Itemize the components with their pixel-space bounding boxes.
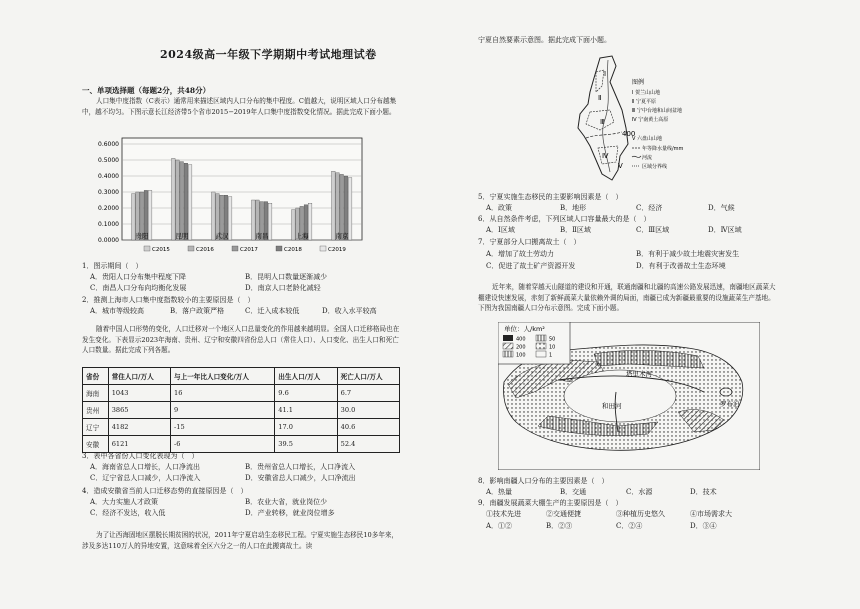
legend-item: Ⅳ 宁南黄土高原 [632, 117, 669, 123]
table-header: 死亡人口/万人 [337, 368, 399, 385]
question-9-item-4: ④市场需求大 [690, 510, 732, 518]
legend-swatch-50 [536, 335, 546, 341]
y-tick-label: 0.3000 [98, 189, 119, 196]
question-9-option-d[interactable]: D．③④ [690, 522, 717, 530]
river-label-hotan: 和田河 [602, 402, 622, 410]
table-cell: 3865 [108, 402, 170, 419]
table-cell: -6 [171, 436, 275, 453]
question-9-item-1: ①技术先进 [486, 510, 521, 518]
legend-swatch [232, 246, 238, 251]
question-1-option-b[interactable]: B．昆明人口数量逐渐减少 [245, 273, 328, 281]
question-9-item-2: ②交通便捷 [546, 510, 581, 518]
question-2-stem: 2．推测上海市人口集中度指数较小的主要原因是（ ） [82, 296, 255, 304]
table-cell: 6.7 [337, 385, 399, 402]
region-label-iv: Ⅳ [602, 152, 609, 160]
legend-swatch-400 [503, 335, 513, 341]
y-tick-label: 0.2000 [98, 205, 119, 212]
question-8-option-c[interactable]: C．水源 [626, 488, 653, 496]
question-3-option-b[interactable]: B．贵州省总人口增长，人口净流入 [245, 463, 356, 471]
question-2-option-d[interactable]: D．收入水平较高 [322, 307, 377, 315]
intro-paragraph-1: 人口集中度指数（C表示）通常用来描述区域内人口分布的集中程度。C值越大，说明区域人口分布越集中，越不均匀。下图示意长江经济带5个省市2015−2019年人口集中度指数变化情况。据此完成下面小题。 [82, 97, 397, 116]
legend-label: C2016 [196, 247, 214, 253]
x-category-label: 南京 [335, 232, 349, 240]
table-cell: 30.0 [337, 402, 399, 419]
intro-paragraph-2: 随着中国人口形势的变化，人口迁移对一个地区人口总量变化的作用越来越明显。全国人口迁移格局也在发生变化。下表显示2023年海南、贵州、辽宁和安徽四省份总人口（常住人口）、人口变化、出生人口和死亡人口数量。据此完成下列各题。 [82, 325, 400, 354]
table-header: 常住人口/万人 [108, 368, 170, 385]
question-3-option-a[interactable]: A．海南省总人口增长，人口净流出 [90, 463, 201, 471]
table-cell: 海南 [83, 385, 109, 402]
question-3-option-c[interactable]: C．辽宁省总人口减少，人口净流入 [90, 474, 201, 482]
question-3-stem: 3．表中各省份人口变化表现为（ ） [82, 452, 199, 460]
river-label-tarim: 塔里木河 [626, 370, 652, 378]
bar-武汉-C2019 [228, 197, 232, 240]
legend-swatch [320, 246, 326, 251]
bar-南昌-C2019 [268, 203, 272, 240]
table-header: 出生人口/万人 [275, 368, 337, 385]
question-5-option-c[interactable]: C．经济 [636, 204, 663, 212]
legend-item: 年等降水量线/mm [642, 146, 684, 152]
question-2-option-c[interactable]: C．迁入成本较低 [245, 307, 300, 315]
bar-昆明-C2019 [188, 165, 192, 240]
x-category-label: 武汉 [215, 232, 229, 240]
legend-swatch-200 [503, 343, 513, 349]
intro-paragraph-3: 为了让西海固地区摆脱长期贫困的状况，2011年宁夏启动生态移民工程。宁夏实施生态移民10多年来，涉及多达110万人的异地安置，这意味着全区六分之一的人口在此搬离故土。读 [82, 531, 399, 550]
x-category-label: 南昌 [255, 232, 269, 240]
table-cell: 52.4 [337, 436, 399, 453]
x-category-label: 上海 [295, 232, 309, 240]
bar-昆明-C2018 [184, 163, 188, 240]
question-5-option-b[interactable]: B．地形 [560, 204, 587, 212]
legend-value: 1 [549, 352, 553, 359]
legend-label: C2015 [152, 247, 170, 253]
legend-label: C2017 [240, 247, 258, 253]
legend-swatch-10 [536, 343, 546, 349]
intro-paragraph-4: 近年来，随着穿越天山隧道的建设和开通，联通南疆和北疆的高速公路发展迅速，南疆地区蔬菜大棚建设快速发展，赤刻了新鲜蔬菜大量依赖外调的局面，南疆已成为新疆最重要的设施蔬菜生产基地。下图为我国南疆人口分布示意图。完成下面小题。 [478, 283, 776, 312]
question-4-option-d[interactable]: D．产业转移，就业岗位增多 [245, 509, 335, 517]
table-cell: 17.0 [275, 419, 337, 436]
question-6-stem: 6．从自然条件考虑，下列区域人口容量最大的是（ ） [478, 215, 651, 223]
legend-item: 区域分界线 [642, 164, 668, 170]
bar-南京-C2017 [340, 174, 344, 240]
question-9-option-a[interactable]: A．①② [486, 522, 513, 530]
question-2-option-a[interactable]: A．城市等级较高 [90, 307, 145, 315]
legend-item: 河流 [642, 155, 653, 161]
y-tick-label: 0.5000 [98, 157, 119, 164]
south-xinjiang-population-map [498, 322, 760, 470]
table-cell: 辽宁 [83, 419, 109, 436]
legend-title: 图例 [632, 79, 645, 86]
bar-昆明-C2015 [172, 158, 176, 240]
question-1-option-d[interactable]: D．南京人口老龄化减轻 [245, 284, 321, 292]
map2-unit: 单位：人/km² [504, 325, 545, 333]
table-cell: 安徽 [83, 436, 109, 453]
question-6-option-d[interactable]: D．Ⅳ区域 [708, 226, 742, 234]
bar-南京-C2015 [332, 171, 336, 240]
question-1-option-a[interactable]: A．贵阳人口分布集中程度下降 [90, 273, 187, 281]
region-label-ii: Ⅱ [598, 94, 602, 102]
bar-南京-C2018 [344, 176, 348, 240]
question-9-stem: 9．南疆发展蔬菜大棚生产的主要原因是（ ） [478, 499, 623, 507]
legend-label: C2019 [328, 247, 346, 253]
legend-value: 100 [516, 352, 526, 359]
table-header-row [83, 368, 400, 385]
y-tick-label: 0.6000 [98, 141, 119, 148]
legend-swatch [144, 246, 150, 251]
question-1-stem: 1．图示期间（ ） [82, 262, 143, 270]
population-concentration-chart [82, 134, 372, 260]
table-cell: 16 [171, 385, 275, 402]
table-cell: -15 [171, 419, 275, 436]
legend-item: Ⅲ 宁中台地和山间盆地 [632, 108, 683, 114]
table-cell: 6121 [108, 436, 170, 453]
table-cell: 9 [171, 402, 275, 419]
question-7-option-a[interactable]: A．增加了故土劳动力 [486, 250, 555, 258]
legend-item: Ⅴ 六盘山山地 [632, 136, 663, 142]
question-8-option-b[interactable]: B．交通 [560, 488, 587, 496]
question-4-option-c[interactable]: C．经济不发达，收入低 [90, 509, 166, 517]
question-9-option-c[interactable]: C．②④ [616, 522, 643, 530]
chart-frame [122, 138, 362, 240]
x-category-label: 贵阳 [135, 232, 149, 240]
table-header: 省份 [83, 368, 109, 385]
legend-swatch [188, 246, 194, 251]
region-label-i: Ⅰ [604, 70, 607, 78]
y-tick-label: 0.1000 [98, 221, 119, 228]
legend-label: C2018 [284, 247, 302, 253]
region-label-iii: Ⅲ [600, 118, 605, 126]
bar-上海-C2019 [308, 203, 312, 240]
table-cell: 40.6 [337, 419, 399, 436]
population-table [82, 367, 400, 453]
table-cell: 39.5 [275, 436, 337, 453]
question-2-option-b[interactable]: B．落户政策严格 [170, 307, 225, 315]
table-row [83, 402, 400, 419]
table-cell: 4182 [108, 419, 170, 436]
map1-caption: 宁夏自然要素示意图。据此完成下面小题。 [478, 36, 611, 44]
legend-swatch-1 [536, 351, 546, 357]
legend-item: Ⅱ 宁夏平原 [632, 99, 657, 105]
y-tick-label: 0.4000 [98, 173, 119, 180]
question-3-option-d[interactable]: D．安徽省总人口减少，人口净流出 [245, 474, 356, 482]
y-tick-label: 0.0000 [98, 237, 119, 244]
table-header: 与上一年比人口变化/万人 [171, 368, 275, 385]
table-row [83, 385, 400, 402]
question-6-option-b[interactable]: B．Ⅱ区域 [560, 226, 591, 234]
bar-昆明-C2016 [176, 160, 180, 240]
question-5-stem: 5．宁夏实施生态移民的主要影响因素是（ ） [478, 193, 623, 201]
question-8-option-a[interactable]: A．热量 [486, 488, 513, 496]
question-4-option-a[interactable]: A．大力实施人才政策 [90, 498, 159, 506]
table-cell: 1043 [108, 385, 170, 402]
lake-label-lop-nur: 罗布泊 [720, 400, 740, 408]
bar-南京-C2019 [348, 178, 352, 240]
bar-南京-C2016 [336, 173, 340, 240]
legend-swatch-100 [503, 351, 513, 357]
question-4-option-b[interactable]: B．农业大省，就业岗位少 [245, 498, 328, 506]
ningxia-map [560, 52, 720, 186]
table-row [83, 419, 400, 436]
isoline-label: 400 [622, 130, 636, 138]
table-cell: 9.6 [275, 385, 337, 402]
region-label-v: Ⅴ [618, 162, 623, 170]
legend-swatch [276, 246, 282, 251]
section-heading: 一、单项选择题（每题2分，共48分） [82, 86, 211, 95]
question-5-option-d[interactable]: D．气候 [708, 204, 735, 212]
legend-value: 50 [549, 336, 556, 343]
question-7-option-c[interactable]: C．促进了故土矿产资源开发 [486, 262, 576, 270]
question-8-stem: 8．影响南疆人口分布的主要因素是（ ） [478, 477, 609, 485]
legend-value: 10 [549, 344, 556, 351]
table-cell: 贵州 [83, 402, 109, 419]
legend-value: 400 [516, 336, 526, 343]
question-6-option-c[interactable]: C．Ⅲ区域 [636, 226, 670, 234]
exam-title: 2024级高一年级下学期期中考试地理试卷 [160, 48, 377, 61]
legend-value: 200 [516, 344, 526, 351]
question-6-option-a[interactable]: A．Ⅰ区域 [486, 226, 515, 234]
question-5-option-a[interactable]: A．政策 [486, 204, 513, 212]
question-8-option-d[interactable]: D．技术 [690, 488, 717, 496]
legend-item: Ⅰ 贺兰山山地 [632, 90, 661, 96]
table-row [83, 436, 400, 453]
question-4-stem: 4．造成安徽省当前人口迁移态势的直接原因是（ ） [82, 487, 248, 495]
x-category-label: 昆明 [175, 232, 189, 240]
question-9-item-3: ③种植历史悠久 [616, 510, 665, 518]
question-1-option-c[interactable]: C．南昌人口分布向均衡化发展 [90, 284, 187, 292]
table-cell: 41.1 [275, 402, 337, 419]
question-9-option-b[interactable]: B．②③ [546, 522, 573, 530]
question-7-option-b[interactable]: B．有利于减少故土地震灾害发生 [636, 250, 740, 258]
bar-昆明-C2017 [180, 162, 184, 240]
question-7-stem: 7．宁夏部分人口搬离故土（ ） [478, 238, 581, 246]
question-7-option-d[interactable]: D．有利于改善故土生态环境 [636, 262, 726, 270]
bar-贵阳-C2019 [148, 190, 152, 240]
